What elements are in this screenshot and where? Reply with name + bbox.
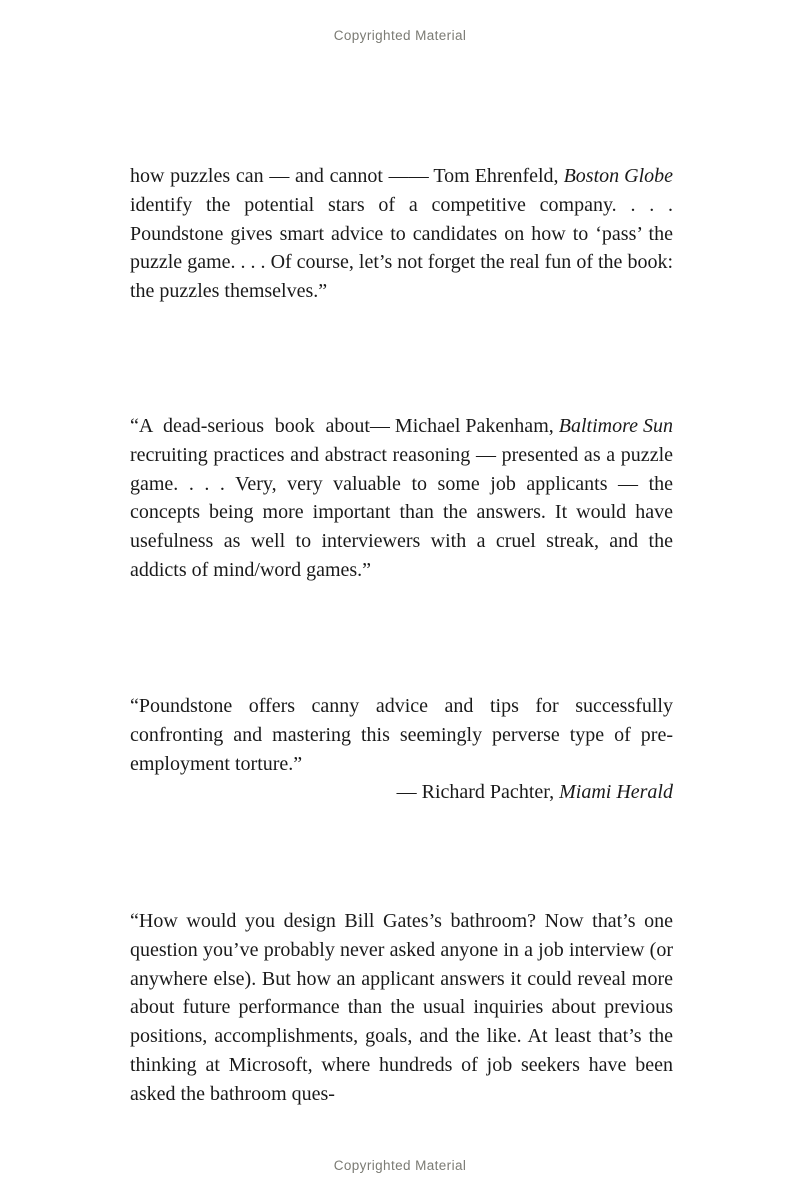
attribution: [370, 412, 673, 441]
blurb-quote: “Poundstone offers canny advice and tips for successfully confronting and mastering this seemingly perverse type of pre-employment torture.”: [130, 695, 673, 775]
review-blurb-miami-herald: [130, 692, 673, 807]
attribution: [409, 162, 673, 191]
attribution-source: Miami Herald: [559, 781, 673, 804]
blurb-paragraph: [130, 412, 673, 585]
attribution-source: Baltimore Sun: [558, 415, 673, 437]
review-blurb-boston-globe: [130, 162, 673, 306]
copyright-notice-top: Copyrighted Material: [333, 28, 467, 43]
blurb-quote: “A dead-serious book about recruiting practices and abstract reasoning — presented as a puzzle game. . . . Very, very valuable to some job applicants — the concepts being more important than the answers. It would have usefulness as well to interviewers with a cruel streak, and the addicts of mind/word games.”: [130, 415, 673, 581]
blurb-quote: how puzzles can — and cannot — identify the potential stars of a competitive company. . . . Poundstone gives smart advice to candidates on how to ‘pass’ the puzzle game. . . . Of course, let’s not forget the real fun of the book: the puzzles themselves.”: [130, 165, 673, 303]
attribution: [130, 778, 673, 807]
body-text-excerpt: [130, 907, 673, 1109]
blurb-paragraph: [130, 907, 673, 1109]
blurb-quote: “How would you design Bill Gates’s bathroom? Now that’s one question you’ve probably never asked anyone in a job interview (or anywhere else). But how an applicant answers it could reveal more about future performance than the usual inquiries about previous positions, accomplishments, goals, and the like. At least that’s the thinking at Microsoft, where hundreds of job seekers have been asked the bathroom ques-: [130, 910, 673, 1105]
attribution-name: — Tom Ehrenfeld,: [408, 165, 559, 187]
review-blurb-baltimore-sun: [130, 412, 673, 585]
copyright-notice-bottom: Copyrighted Material: [333, 1158, 467, 1173]
attribution-source: Boston Globe: [563, 165, 673, 187]
blurb-paragraph: [130, 162, 673, 306]
blurb-paragraph: [130, 692, 673, 778]
attribution-name: — Richard Pachter,: [396, 781, 555, 804]
attribution-name: — Michael Pakenham,: [369, 415, 554, 437]
